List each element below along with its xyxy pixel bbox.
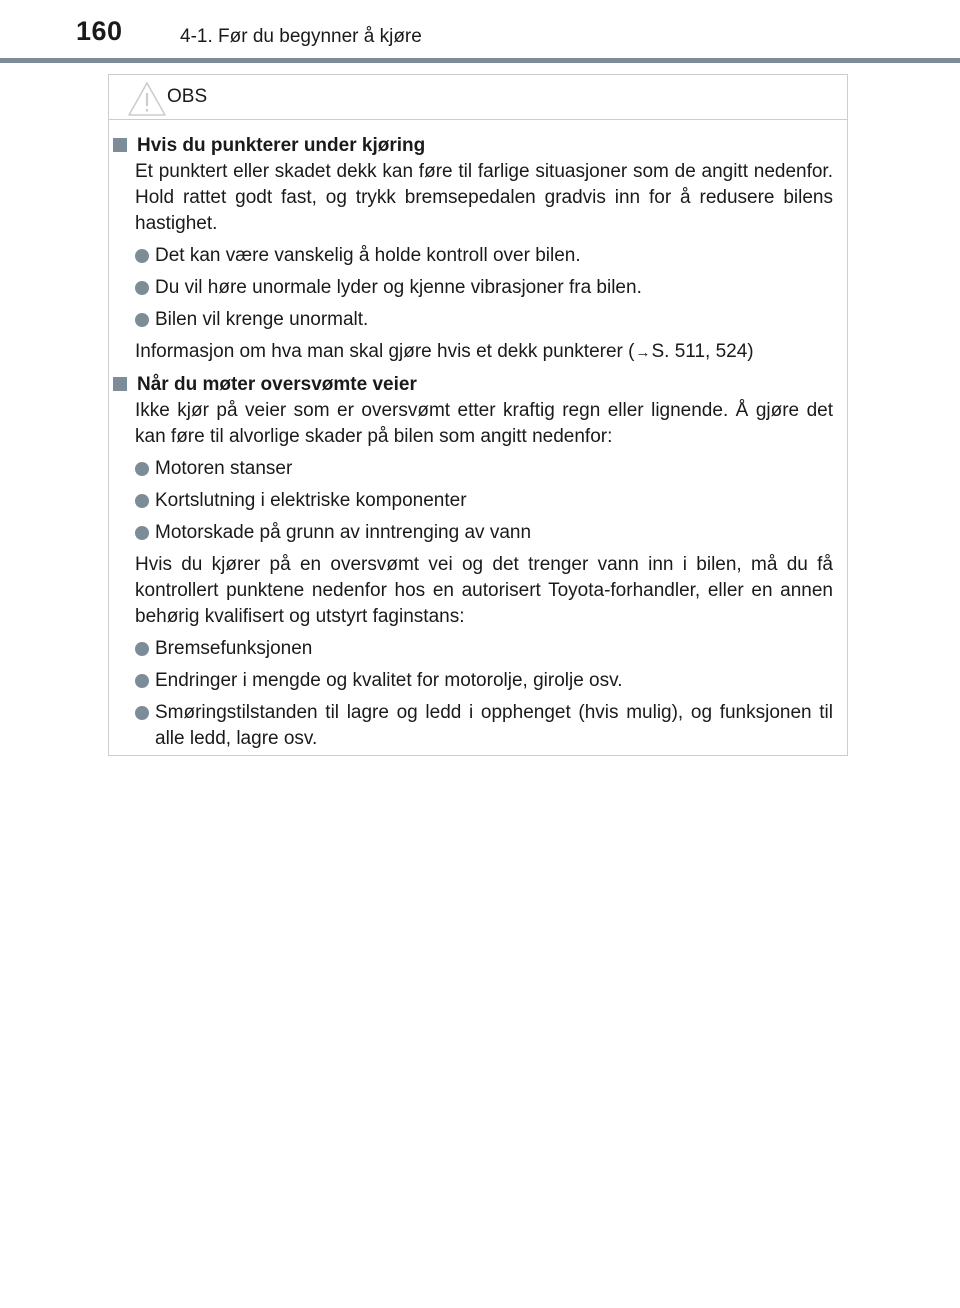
page-number: 160 [76, 16, 123, 46]
warning-triangle-icon [127, 81, 167, 117]
bullet-dot-icon [135, 642, 149, 656]
header-rule [0, 58, 960, 63]
paragraph: Hvis du kjører på en oversvømt vei og det trenger vann inn i bilen, må du få kontrollert punktene nedenfor hos en autorisert Toyota-forhandler, eller en annen behørig kvalifisert og utstyrt faginstans: [135, 554, 833, 627]
section-heading: Hvis du punkterer under kjøring [113, 133, 847, 159]
square-bullet-icon [113, 138, 127, 152]
caution-title: OBS [167, 86, 208, 107]
paragraph: Ikke kjør på veier som er oversvømt etter kraftig regn eller lignende. Å gjøre det kan føre til alvorlige skader på bilen som angitt nedenfor: [135, 400, 833, 447]
page-reference-link[interactable]: S. 511, 524) [651, 341, 754, 362]
bullet-dot-icon [135, 526, 149, 540]
bullet-dot-icon [135, 674, 149, 688]
reference-paragraph: Informasjon om hva man skal gjøre hvis et dekk punkterer (→S. 511, 524) [135, 339, 833, 366]
caution-header [109, 75, 847, 120]
bullet-dot-icon [135, 462, 149, 476]
list-item: Du vil høre unormale lyder og kjenne vibrasjoner fra bilen. [135, 275, 833, 301]
square-bullet-icon [113, 377, 127, 391]
list-item: Motoren stanser [135, 456, 833, 482]
caution-content [109, 133, 847, 752]
paragraph: Et punktert eller skadet dekk kan føre til farlige situasjoner som de angitt nedenfor. Hold rattet godt fast, og trykk bremsepedalen gradvis inn for å redusere bilens hastighet. [135, 161, 833, 234]
page-header [0, 0, 960, 64]
list-item: Smøringstilstanden til lagre og ledd i opphenget (hvis mulig), og funksjonen til alle ledd, lagre osv. [135, 700, 833, 752]
bullet-dot-icon [135, 706, 149, 720]
section-title: 4-1. Før du begynner å kjøre [180, 26, 422, 47]
list-item: Bilen vil krenge unormalt. [135, 307, 833, 333]
list-item: Bremsefunksjonen [135, 636, 833, 662]
bullet-dot-icon [135, 494, 149, 508]
bullet-dot-icon [135, 313, 149, 327]
list-item: Det kan være vanskelig å holde kontroll over bilen. [135, 243, 833, 269]
arrow-right-icon: → [635, 344, 651, 361]
caution-box [108, 74, 848, 756]
list-item: Motorskade på grunn av inntrenging av vann [135, 520, 833, 546]
bullet-dot-icon [135, 249, 149, 263]
bullet-dot-icon [135, 281, 149, 295]
list-item: Kortslutning i elektriske komponenter [135, 488, 833, 514]
list-item: Endringer i mengde og kvalitet for motorolje, girolje osv. [135, 668, 833, 694]
section-heading: Når du møter oversvømte veier [113, 372, 847, 398]
